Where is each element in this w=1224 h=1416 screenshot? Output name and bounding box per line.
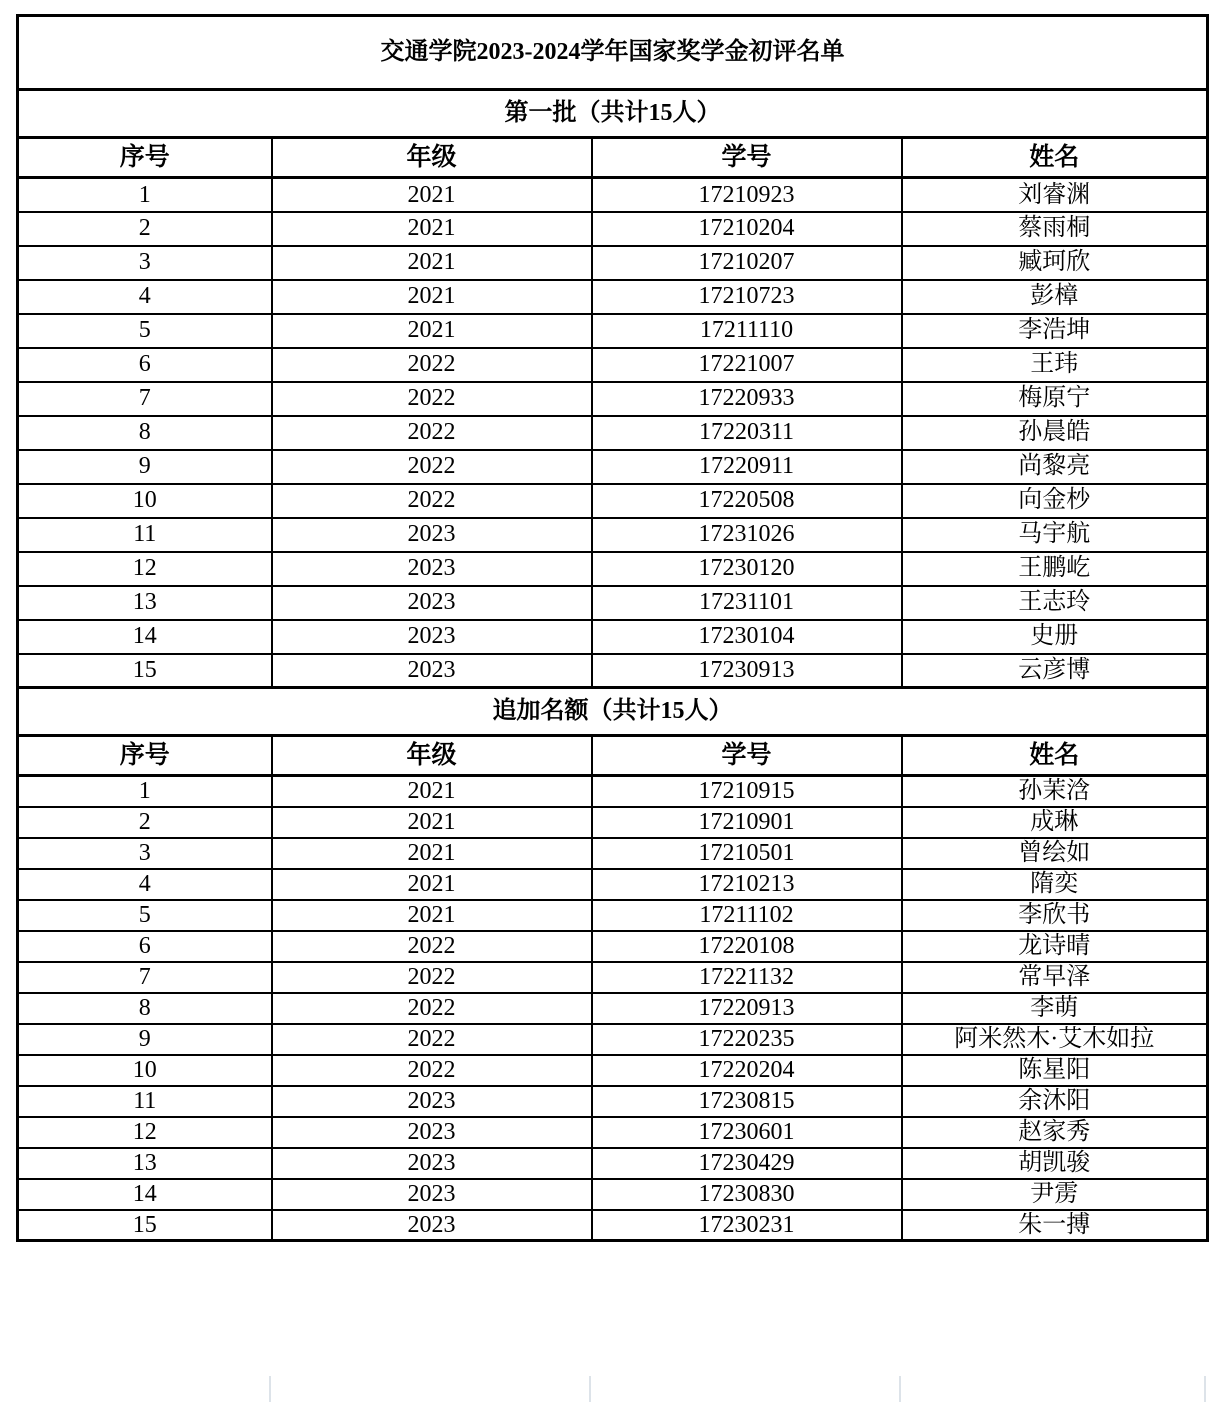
cell-index: 8 <box>18 993 272 1024</box>
cell-index: 5 <box>18 900 272 931</box>
cell-index: 7 <box>18 382 272 416</box>
cell-student-id: 17230429 <box>592 1148 902 1179</box>
cell-grade: 2023 <box>272 1210 592 1241</box>
table-row <box>18 1024 1208 1055</box>
cell-name: 刘睿渊 <box>902 178 1208 212</box>
cell-index: 15 <box>18 1210 272 1241</box>
column-header-student-id: 学号 <box>592 138 902 178</box>
cell-name: 王志玲 <box>902 586 1208 620</box>
cell-student-id: 17220204 <box>592 1055 902 1086</box>
cell-grade: 2021 <box>272 776 592 807</box>
empty-row-gridline <box>589 1376 591 1402</box>
cell-index: 14 <box>18 1179 272 1210</box>
cell-student-id: 17211102 <box>592 900 902 931</box>
cell-name: 史册 <box>902 620 1208 654</box>
cell-name: 曾绘如 <box>902 838 1208 869</box>
cell-grade: 2021 <box>272 246 592 280</box>
cell-name: 李萌 <box>902 993 1208 1024</box>
cell-grade: 2022 <box>272 450 592 484</box>
cell-name: 云彦博 <box>902 654 1208 688</box>
cell-student-id: 17210923 <box>592 178 902 212</box>
cell-grade: 2021 <box>272 900 592 931</box>
cell-grade: 2023 <box>272 1086 592 1117</box>
cell-student-id: 17210915 <box>592 776 902 807</box>
cell-grade: 2023 <box>272 620 592 654</box>
cell-name: 梅原宁 <box>902 382 1208 416</box>
cell-index: 8 <box>18 416 272 450</box>
cell-grade: 2023 <box>272 518 592 552</box>
cell-name: 尹雳 <box>902 1179 1208 1210</box>
cell-grade: 2023 <box>272 552 592 586</box>
cell-grade: 2022 <box>272 484 592 518</box>
first-batch-rows <box>18 178 1208 688</box>
table-second-head-block <box>18 688 1208 776</box>
cell-index: 14 <box>18 620 272 654</box>
table-row <box>18 1086 1208 1117</box>
cell-index: 7 <box>18 962 272 993</box>
cell-index: 2 <box>18 807 272 838</box>
cell-index: 13 <box>18 1148 272 1179</box>
cell-student-id: 17221132 <box>592 962 902 993</box>
table-row <box>18 900 1208 931</box>
cell-name: 孙茉浛 <box>902 776 1208 807</box>
column-header-grade: 年级 <box>272 736 592 776</box>
table-row <box>18 654 1208 688</box>
cell-name: 朱一搏 <box>902 1210 1208 1241</box>
cell-student-id: 17221007 <box>592 348 902 382</box>
table-row <box>18 869 1208 900</box>
cell-student-id: 17231026 <box>592 518 902 552</box>
cell-index: 6 <box>18 931 272 962</box>
cell-index: 10 <box>18 1055 272 1086</box>
cell-name: 孙晨皓 <box>902 416 1208 450</box>
cell-student-id: 17210207 <box>592 246 902 280</box>
cell-grade: 2022 <box>272 962 592 993</box>
column-header-index: 序号 <box>18 138 272 178</box>
cell-student-id: 17220913 <box>592 993 902 1024</box>
table-row <box>18 484 1208 518</box>
cell-name: 余沐阳 <box>902 1086 1208 1117</box>
cell-student-id: 17230104 <box>592 620 902 654</box>
column-header-grade: 年级 <box>272 138 592 178</box>
cell-student-id: 17210901 <box>592 807 902 838</box>
table-row <box>18 586 1208 620</box>
cell-name: 尚黎亮 <box>902 450 1208 484</box>
cell-grade: 2022 <box>272 1055 592 1086</box>
table-row <box>18 212 1208 246</box>
cell-index: 4 <box>18 280 272 314</box>
table-row <box>18 1117 1208 1148</box>
table-row <box>18 280 1208 314</box>
cell-index: 10 <box>18 484 272 518</box>
cell-student-id: 17230601 <box>592 1117 902 1148</box>
column-header-index: 序号 <box>18 736 272 776</box>
cell-index: 3 <box>18 246 272 280</box>
cell-index: 12 <box>18 552 272 586</box>
cell-index: 5 <box>18 314 272 348</box>
cell-name: 向金杪 <box>902 484 1208 518</box>
cell-grade: 2023 <box>272 1117 592 1148</box>
cell-grade: 2021 <box>272 807 592 838</box>
cell-index: 3 <box>18 838 272 869</box>
cell-student-id: 17230231 <box>592 1210 902 1241</box>
cell-student-id: 17210501 <box>592 838 902 869</box>
cell-student-id: 17220508 <box>592 484 902 518</box>
cell-grade: 2021 <box>272 838 592 869</box>
cell-name: 彭樟 <box>902 280 1208 314</box>
cell-grade: 2022 <box>272 931 592 962</box>
section-row-additional-quota <box>18 688 1208 736</box>
cell-index: 1 <box>18 178 272 212</box>
header-row <box>18 736 1208 776</box>
table-row <box>18 776 1208 807</box>
cell-index: 13 <box>18 586 272 620</box>
column-header-student-id: 学号 <box>592 736 902 776</box>
header-row <box>18 138 1208 178</box>
cell-student-id: 17230815 <box>592 1086 902 1117</box>
cell-student-id: 17211110 <box>592 314 902 348</box>
cell-index: 12 <box>18 1117 272 1148</box>
section-row-first-batch <box>18 90 1208 138</box>
cell-index: 4 <box>18 869 272 900</box>
cell-name: 阿米然木·艾木如拉 <box>902 1024 1208 1055</box>
cell-grade: 2022 <box>272 416 592 450</box>
column-header-name: 姓名 <box>902 736 1208 776</box>
cell-student-id: 17220911 <box>592 450 902 484</box>
table-row <box>18 1210 1208 1241</box>
cell-name: 隋奕 <box>902 869 1208 900</box>
cell-index: 9 <box>18 1024 272 1055</box>
cell-student-id: 17220933 <box>592 382 902 416</box>
table-row <box>18 552 1208 586</box>
cell-index: 9 <box>18 450 272 484</box>
cell-student-id: 17220311 <box>592 416 902 450</box>
cell-index: 15 <box>18 654 272 688</box>
cell-name: 赵家秀 <box>902 1117 1208 1148</box>
cell-student-id: 17231101 <box>592 586 902 620</box>
cell-grade: 2021 <box>272 869 592 900</box>
cell-grade: 2021 <box>272 280 592 314</box>
table-row <box>18 993 1208 1024</box>
cell-grade: 2023 <box>272 1148 592 1179</box>
empty-row-gridline <box>1204 1376 1206 1402</box>
cell-grade: 2022 <box>272 993 592 1024</box>
cell-grade: 2023 <box>272 586 592 620</box>
table-row <box>18 450 1208 484</box>
cell-student-id: 17220108 <box>592 931 902 962</box>
cell-student-id: 17230913 <box>592 654 902 688</box>
cell-name: 王鹏屹 <box>902 552 1208 586</box>
cell-grade: 2021 <box>272 212 592 246</box>
cell-grade: 2023 <box>272 1179 592 1210</box>
table-head-block <box>18 16 1208 178</box>
column-header-name: 姓名 <box>902 138 1208 178</box>
cell-name: 蔡雨桐 <box>902 212 1208 246</box>
table-row <box>18 931 1208 962</box>
table-row <box>18 518 1208 552</box>
cell-student-id: 17210723 <box>592 280 902 314</box>
cell-grade: 2021 <box>272 178 592 212</box>
cell-name: 胡凯骏 <box>902 1148 1208 1179</box>
title-row <box>18 16 1208 90</box>
cell-grade: 2022 <box>272 1024 592 1055</box>
cell-name: 龙诗晴 <box>902 931 1208 962</box>
cell-index: 1 <box>18 776 272 807</box>
cell-student-id: 17210204 <box>592 212 902 246</box>
table-row <box>18 416 1208 450</box>
cell-index: 2 <box>18 212 272 246</box>
cell-index: 6 <box>18 348 272 382</box>
cell-index: 11 <box>18 1086 272 1117</box>
table-row <box>18 807 1208 838</box>
table-row <box>18 246 1208 280</box>
table-row <box>18 962 1208 993</box>
page-title: 交通学院2023-2024学年国家奖学金初评名单 <box>18 16 1208 90</box>
table-row <box>18 620 1208 654</box>
empty-row-gridline <box>269 1376 271 1402</box>
empty-row-gridline <box>899 1376 901 1402</box>
table-row <box>18 178 1208 212</box>
table-row <box>18 314 1208 348</box>
cell-student-id: 17230120 <box>592 552 902 586</box>
table-row <box>18 838 1208 869</box>
empty-spreadsheet-row <box>16 1376 1206 1402</box>
cell-index: 11 <box>18 518 272 552</box>
cell-name: 李浩坤 <box>902 314 1208 348</box>
table-row <box>18 382 1208 416</box>
cell-name: 臧珂欣 <box>902 246 1208 280</box>
cell-grade: 2021 <box>272 314 592 348</box>
cell-grade: 2022 <box>272 348 592 382</box>
table-row <box>18 348 1208 382</box>
cell-grade: 2023 <box>272 654 592 688</box>
cell-student-id: 17210213 <box>592 869 902 900</box>
cell-name: 王玮 <box>902 348 1208 382</box>
cell-name: 常早泽 <box>902 962 1208 993</box>
cell-student-id: 17230830 <box>592 1179 902 1210</box>
additional-quota-rows <box>18 776 1208 1241</box>
cell-grade: 2022 <box>272 382 592 416</box>
cell-name: 马宇航 <box>902 518 1208 552</box>
table-row <box>18 1148 1208 1179</box>
section-heading-additional-quota: 追加名额（共计15人） <box>18 688 1208 736</box>
cell-name: 陈星阳 <box>902 1055 1208 1086</box>
scholarship-table <box>16 14 1209 1242</box>
table-row <box>18 1055 1208 1086</box>
cell-name: 成琳 <box>902 807 1208 838</box>
cell-name: 李欣书 <box>902 900 1208 931</box>
table-row <box>18 1179 1208 1210</box>
cell-student-id: 17220235 <box>592 1024 902 1055</box>
section-heading-first-batch: 第一批（共计15人） <box>18 90 1208 138</box>
